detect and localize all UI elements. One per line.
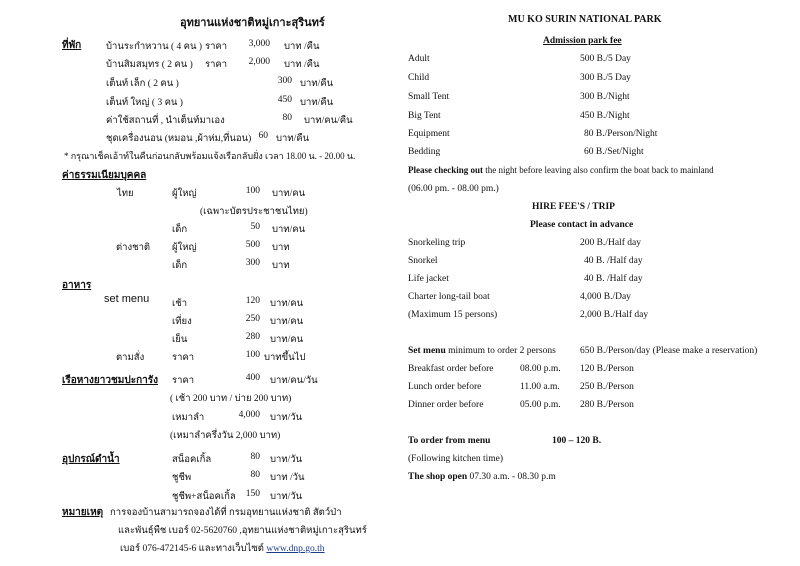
lodging-name: เต็นท์ เล็ก ( 2 คน ) (106, 79, 179, 89)
boat-price: 400 (245, 373, 260, 383)
thai-page-title: อุทยานแห่งชาติหมู่เกาะสุรินทร์ (180, 17, 325, 29)
food-unit: บาท/คน (270, 317, 304, 327)
equipment-price: 80 (250, 470, 260, 480)
boat-unit: บาท/คน/วัน (270, 376, 318, 386)
checkout-time: (06.00 pm. - 08.00 pm.) (408, 184, 499, 194)
hire-label: Life jacket (408, 274, 449, 284)
admission-value: 500 B./5 Day (580, 54, 631, 64)
fee-thai-note: (เฉพาะบัตรประชาชนไทย) (200, 207, 308, 217)
checkout-note: * กรุณาเช็คเอ้าท์ในคืนก่อนกลับพร้อมแจ้งเรือกลับฝั่ง เวลา 18.00 น. - 20.00 น. (64, 151, 356, 161)
boat-charter-label: เหมาลำ (172, 413, 205, 423)
fee-foreign-child-label: เด็ก (172, 261, 188, 271)
fee-child-price: 50 (250, 222, 260, 232)
park-title: MU KO SURIN NATIONAL PARK (508, 14, 662, 25)
boat-price-label: ราคา (172, 376, 195, 386)
food-unit: บาท/คน (270, 335, 304, 345)
shop-label: The shop open (408, 472, 468, 482)
lodging-name: เต็นท์ ใหญ่ ( 3 คน ) (106, 98, 183, 108)
equipment-unit: บาท/วัน (270, 455, 303, 465)
food-order-unit: บาทขึ้นไป (264, 353, 306, 363)
food-price: 250 (245, 314, 260, 324)
set-menu-label: set menu (104, 293, 150, 305)
fee-foreign-label: ต่างชาติ (116, 243, 151, 253)
menu-order-label: To order from menu (408, 436, 491, 446)
remark-line-3 (120, 541, 325, 556)
remark-line-2: และพันธุ์พืช เบอร์ 02-5620760 ,อุทยานแห่งชาติหมู่เกาะสุรินทร์ (118, 526, 367, 536)
food-heading: อาหาร (62, 280, 92, 291)
order-label: Lunch order before (408, 382, 482, 392)
set-menu-line (408, 346, 556, 356)
admission-label: Big Tent (408, 111, 441, 121)
lodging-name: บ้านระกำหวาน ( 4 คน ) (106, 42, 203, 52)
order-value: 120 B./Person (580, 364, 634, 374)
lodging-price-label: ราคา (205, 60, 228, 70)
admission-value: 300 B./Night (580, 92, 630, 102)
boat-charter-price: 4,000 (238, 410, 260, 420)
lodging-unit: บาท /คืน (284, 42, 320, 52)
set-menu-value: 650 B./Person/day (Please make a reservation) (580, 346, 758, 356)
order-value: 250 B./Person (580, 382, 634, 392)
hire-value: 2,000 B./Half day (580, 310, 649, 320)
fee-heading: ค่าธรรมเนียมบุคคล (62, 170, 147, 181)
shop-time: 07.30 a.m. - 08.30 p.m (469, 472, 556, 482)
remark-heading: หมายเหตุ (62, 507, 104, 518)
equipment-name: สน็อคเกิ้ล (172, 455, 212, 465)
lodging-price: 3,000 (248, 39, 270, 49)
food-order-price-label: ราคา (172, 353, 195, 363)
food-order-price: 100 (245, 350, 260, 360)
order-time: 05.00 p.m. (520, 400, 561, 410)
fee-child-label: เด็ก (172, 225, 188, 235)
fee-foreign-child-price: 300 (245, 258, 260, 268)
admission-value: 80 B./Person/Night (584, 129, 658, 139)
fee-foreign-adult-price: 500 (245, 240, 260, 250)
hire-heading: HIRE FEE'S / TRIP (532, 202, 615, 212)
admission-label: Adult (408, 54, 430, 64)
kitchen-note: (Following kitchen time) (408, 454, 503, 464)
shop-hours (408, 472, 556, 482)
lodging-price: 60 (258, 131, 268, 141)
remark-line-1: การจองบ้านสามารถจองได้ที่ กรมอุทยานแห่งชาติ สัตว์ป่า (110, 508, 342, 518)
equipment-name: ชูชีพ+สน็อคเกิ้ล (172, 492, 236, 502)
order-label: Breakfast order before (408, 364, 494, 374)
fee-adult-label: ผู้ใหญ่ (172, 189, 197, 199)
food-meal: เที่ยง (172, 317, 192, 327)
lodging-price: 80 (282, 113, 292, 123)
admission-label: Equipment (408, 129, 450, 139)
hire-value: 200 B./Half day (580, 238, 641, 248)
lodging-price: 2,000 (248, 57, 270, 67)
boat-note: ( เช้า 200 บาท / บ่าย 200 บาท) (170, 394, 292, 404)
food-order-label: ตามสั่ง (116, 353, 145, 363)
equipment-unit: บาท/วัน (270, 492, 303, 502)
hire-value: 40 B. /Half day (584, 256, 643, 266)
checkout-notice-bold: Please checking out (408, 165, 483, 175)
lodging-name: ชุดเครื่องนอน (หมอน ,ผ้าห่ม,ที่นอน) (106, 134, 252, 144)
fee-foreign-child-unit: บาท (272, 261, 290, 271)
order-value: 280 B./Person (580, 400, 634, 410)
lodging-unit: บาท/คน/คืน (304, 116, 353, 126)
hire-label: Charter long-tail boat (408, 292, 490, 302)
website-link[interactable]: www.dnp.go.th (266, 544, 325, 554)
fee-foreign-adult-unit: บาท (272, 243, 290, 253)
boat-half-day-note: (เหมาลำครึ่งวัน 2,000 บาท) (170, 431, 281, 441)
set-menu-bold: Set menu (408, 346, 446, 356)
food-price: 280 (245, 332, 260, 342)
lodging-price: 450 (277, 95, 292, 105)
fee-foreign-adult-label: ผู้ใหญ่ (172, 243, 197, 253)
food-meal: เย็น (172, 335, 188, 345)
admission-value: 60 B./Set/Night (584, 147, 644, 157)
hire-value: 40 B. /Half day (584, 274, 643, 284)
equipment-price: 80 (250, 452, 260, 462)
boat-heading: เรือหางยาวชมปะการัง (62, 375, 158, 386)
equipment-unit: บาท /วัน (270, 473, 305, 483)
admission-heading: Admission park fee (543, 36, 622, 46)
lodging-price-label: ราคา (205, 42, 228, 52)
lodging-unit: บาท/คืน (276, 134, 310, 144)
fee-adult-price: 100 (245, 186, 260, 196)
food-unit: บาท/คน (270, 299, 304, 309)
lodging-heading: ที่พัก (62, 40, 82, 51)
admission-label: Small Tent (408, 92, 450, 102)
hire-label: (Maximum 15 persons) (408, 310, 498, 320)
lodging-unit: บาท/คืน (300, 98, 334, 108)
admission-value: 300 B./5 Day (580, 73, 631, 83)
hire-label: Snorkeling trip (408, 238, 466, 248)
order-time: 11.00 a.m. (520, 382, 560, 392)
order-label: Dinner order before (408, 400, 484, 410)
checkout-notice-text: the night before leaving also confirm the boat back to mainland (483, 165, 714, 175)
boat-charter-unit: บาท/วัน (270, 413, 303, 423)
order-time: 08.00 p.m. (520, 364, 561, 374)
checkout-notice (408, 165, 714, 175)
hire-label: Snorkel (408, 256, 438, 266)
remark-line-3-text: เบอร์ 076-472145-6 และทางเว็บไซต์ (120, 544, 264, 554)
menu-order-value: 100 – 120 B. (552, 436, 602, 446)
admission-label: Bedding (408, 147, 441, 157)
lodging-unit: บาท /คืน (284, 60, 320, 70)
lodging-unit: บาท/คืน (300, 79, 334, 89)
admission-label: Child (408, 73, 430, 83)
food-price: 120 (245, 296, 260, 306)
fee-child-unit: บาท/คน (272, 225, 306, 235)
fee-thai-label: ไทย (117, 189, 134, 199)
hire-value: 4,000 B./Day (580, 292, 631, 302)
fee-adult-unit: บาท/คน (272, 189, 306, 199)
lodging-name: บ้านสิมสมุทร ( 2 คน ) (106, 60, 193, 70)
set-menu-text: minimum to order 2 persons (445, 346, 556, 356)
equipment-price: 150 (245, 489, 260, 499)
admission-value: 450 B./Night (580, 111, 630, 121)
equipment-heading: อุปกรณ์ดำน้ำ (62, 454, 120, 465)
lodging-price: 300 (277, 76, 292, 86)
food-meal: เช้า (172, 299, 188, 309)
lodging-name: ค่าใช้สถานที่ , นำเต็นท์มาเอง (106, 116, 225, 126)
equipment-name: ชูชีพ (172, 473, 192, 483)
hire-subheading: Please contact in advance (530, 220, 634, 230)
